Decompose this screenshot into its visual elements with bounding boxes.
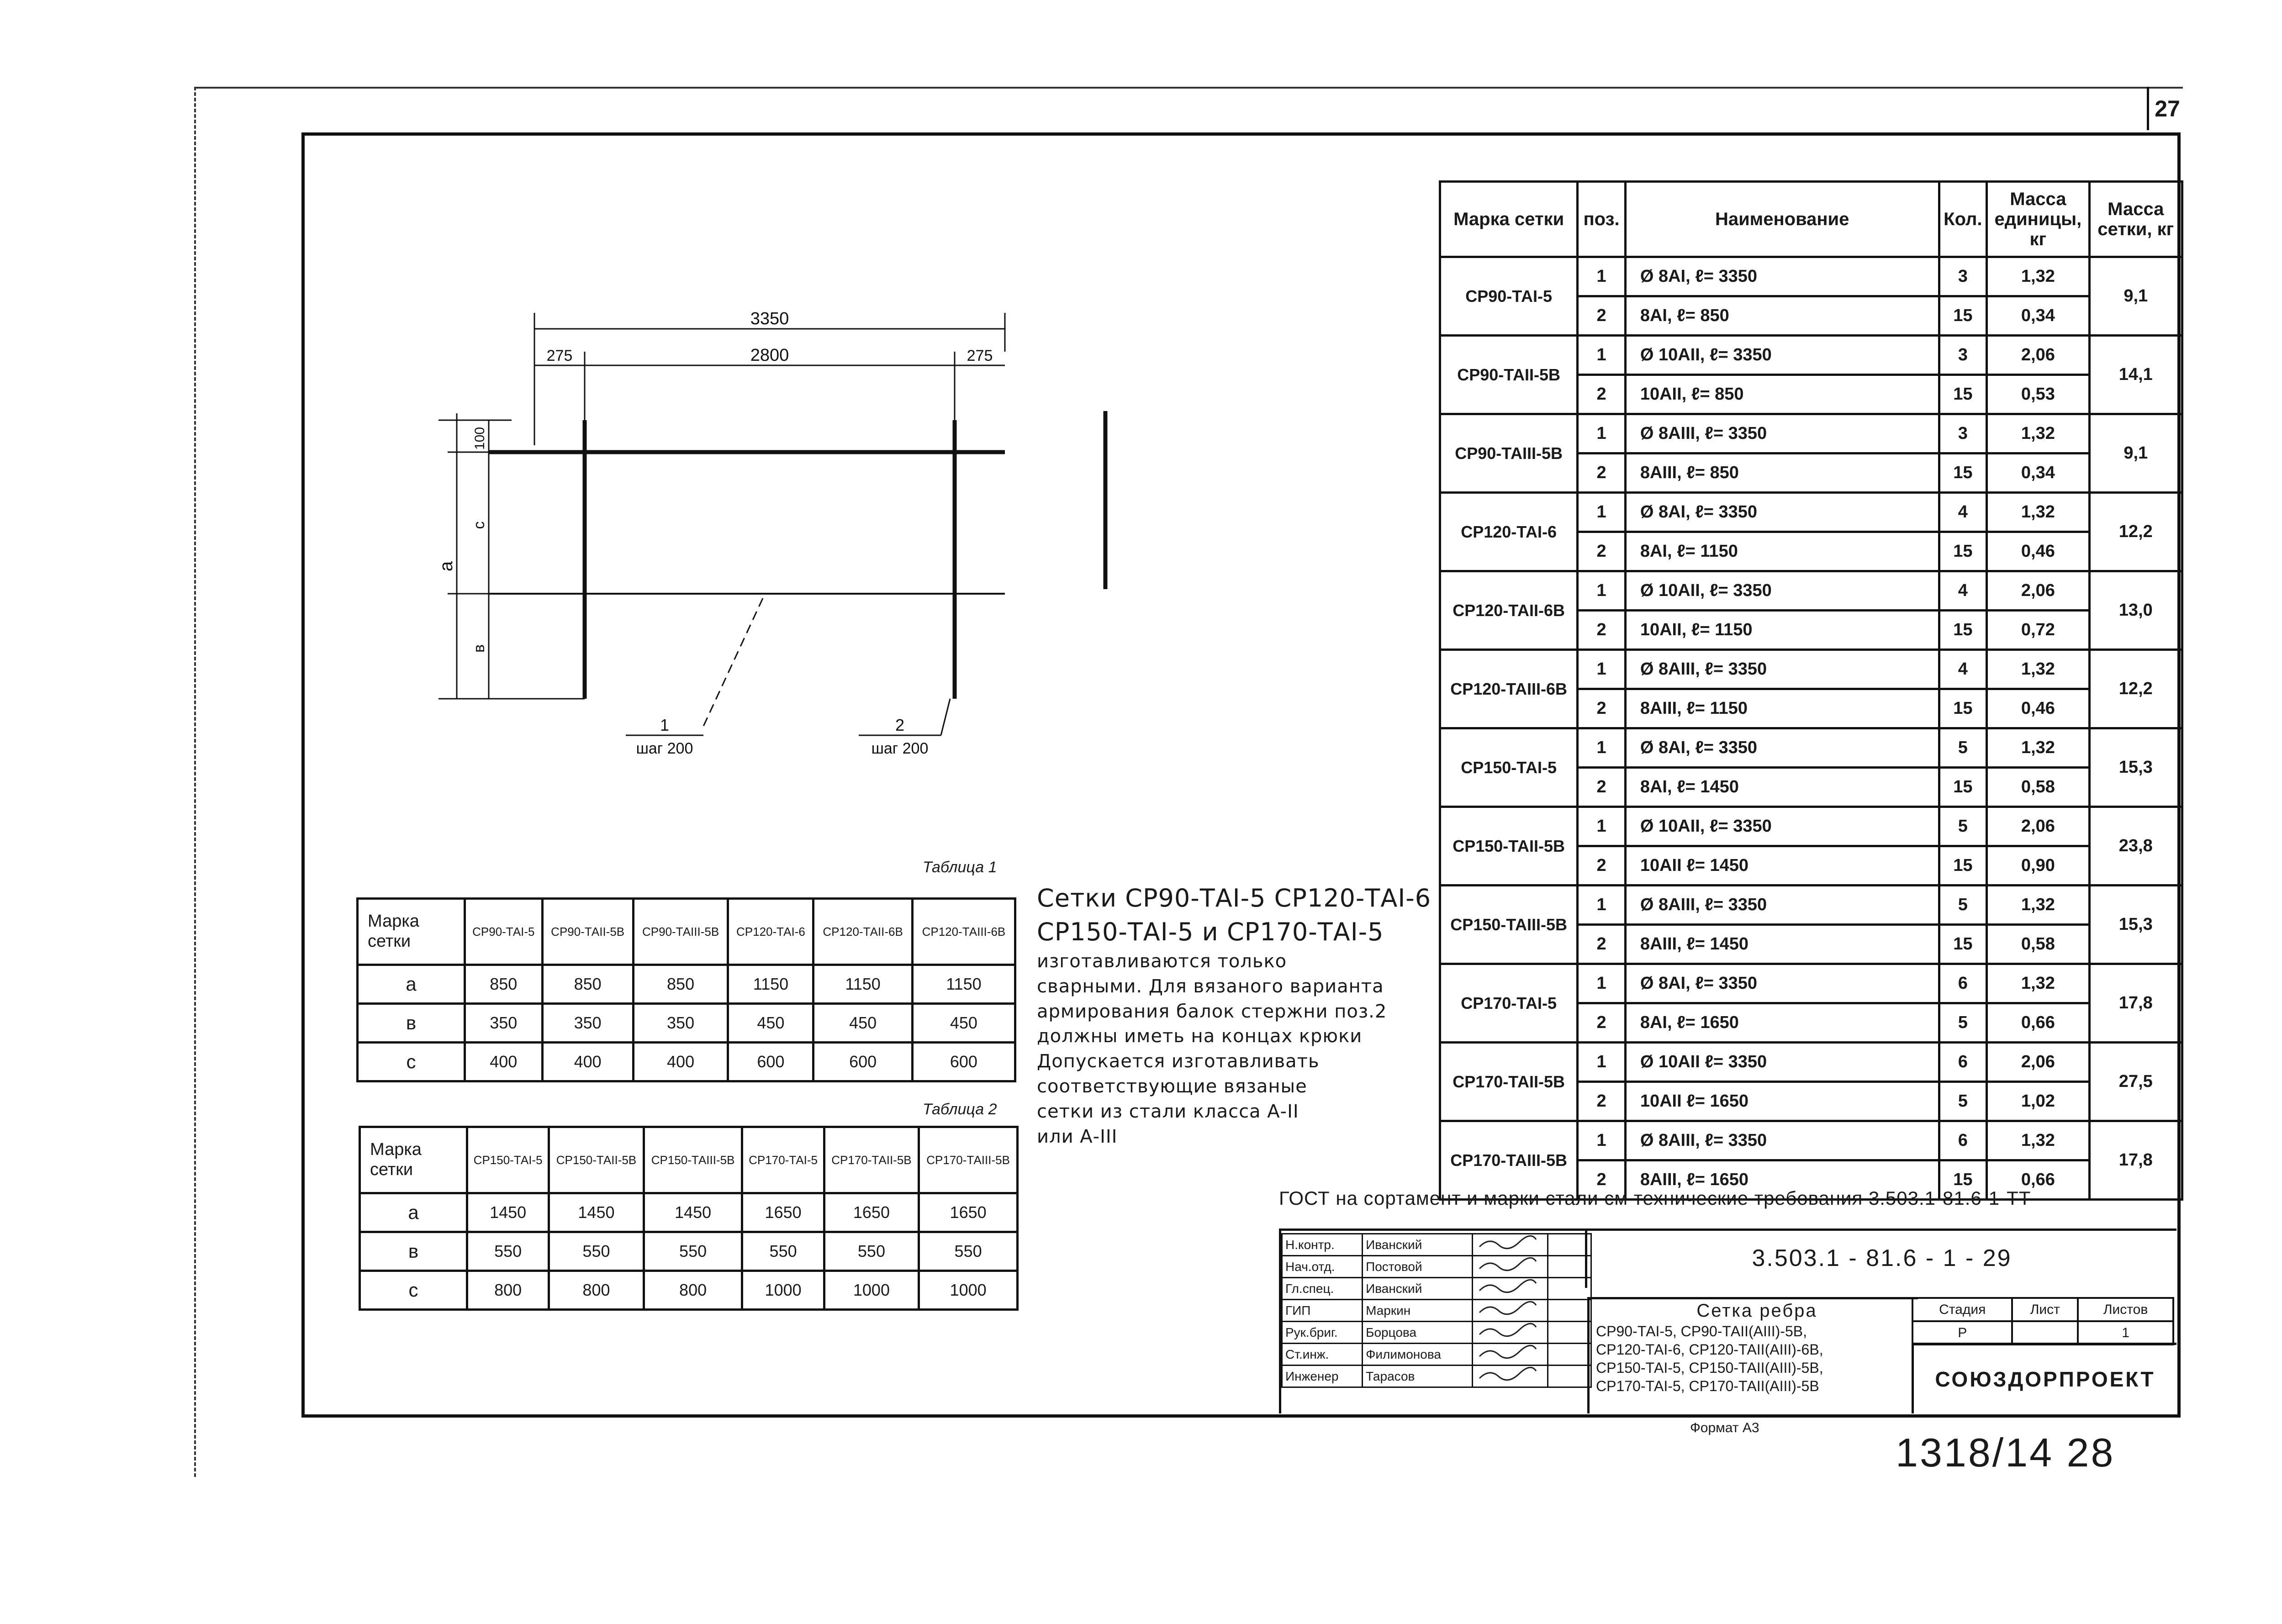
table-row	[360, 1193, 1018, 1232]
table-row	[1440, 571, 2182, 611]
col-name-header: Наименование	[1625, 182, 1939, 257]
unit-mass: 1,32	[1987, 257, 2089, 296]
item-name: Ø 8АIII, ℓ= 3350	[1625, 414, 1939, 453]
document-code: 3.503.1 - 81.6 - 1 - 29	[1585, 1229, 2176, 1288]
item-name: 8АIII, ℓ= 850	[1625, 453, 1939, 493]
signature-role: Ст.инж.	[1282, 1344, 1363, 1366]
row-label: а	[358, 965, 465, 1004]
note-line: или А-III	[1037, 1126, 1118, 1147]
unit-mass: 2,06	[1987, 1043, 2089, 1082]
signature-mark	[1473, 1344, 1548, 1366]
cell-value: 1650	[824, 1193, 919, 1232]
note-line: Допускается изготавливать	[1037, 1051, 1320, 1072]
column-header: СР170-ТАIII-5В	[919, 1127, 1018, 1193]
mesh-total-mass: 27,5	[2089, 1043, 2182, 1121]
position: 1	[1578, 886, 1626, 925]
item-name: 10АII, ℓ= 850	[1625, 375, 1939, 414]
cell-value: 850	[542, 965, 633, 1004]
sheet-header: Лист	[2012, 1298, 2078, 1321]
unit-mass: 1,32	[1987, 1121, 2089, 1160]
quantity: 6	[1939, 1043, 1987, 1082]
cell-value: 450	[912, 1004, 1015, 1043]
callout-2-number: 2	[895, 716, 905, 734]
signature-date	[1548, 1344, 1591, 1366]
table-row	[1440, 493, 2182, 532]
item-name: 10АII ℓ= 1450	[1625, 846, 1939, 886]
quantity: 3	[1939, 257, 1987, 296]
dim-100: 100	[472, 427, 487, 450]
signature-row	[1282, 1256, 1591, 1278]
item-name: 8АIII, ℓ= 1150	[1625, 689, 1939, 728]
cell-value: 400	[633, 1043, 728, 1081]
signature-mark	[1473, 1366, 1548, 1387]
cell-value: 1450	[549, 1193, 644, 1232]
quantity: 15	[1939, 532, 1987, 571]
note-line-1: Сетки СР90-ТАI-5 СР120-ТАI-6	[1037, 884, 1432, 912]
signature-date	[1548, 1322, 1591, 1344]
table-row	[1440, 1121, 2182, 1160]
position: 2	[1578, 532, 1626, 571]
table1-caption: Таблица 1	[923, 859, 997, 876]
sheets-header: Листов	[2078, 1298, 2173, 1321]
quantity: 5	[1939, 728, 1987, 768]
mesh-mark: СР150-ТАI-5	[1440, 728, 1578, 807]
cell-value: 800	[467, 1271, 549, 1310]
item-name: 8АI, ℓ= 850	[1625, 296, 1939, 336]
unit-mass: 2,06	[1987, 571, 2089, 611]
position: 1	[1578, 650, 1626, 689]
col-pos-header: поз.	[1578, 182, 1626, 257]
item-name: 8АI, ℓ= 1650	[1625, 1003, 1939, 1043]
table-row	[1440, 807, 2182, 846]
cell-value: 1650	[919, 1193, 1018, 1232]
dim-c: с	[470, 521, 488, 529]
signature-row	[1282, 1344, 1591, 1366]
title-line: СР150-ТАI-5, СР150-ТАII(АIII)-5В,	[1596, 1360, 1823, 1376]
signature-name: Иванский	[1363, 1278, 1473, 1300]
archive-stamp: 1318/14 28	[1896, 1430, 2115, 1475]
cell-value: 1450	[644, 1193, 742, 1232]
position: 1	[1578, 414, 1626, 453]
unit-mass: 0,46	[1987, 689, 2089, 728]
position: 2	[1578, 296, 1626, 336]
format-label: Формат А3	[1690, 1420, 1759, 1435]
dim-a: а	[436, 561, 456, 572]
mesh-drawing	[429, 297, 1215, 790]
signature-date	[1548, 1234, 1591, 1256]
sheet-value	[2012, 1321, 2078, 1345]
cell-value: 350	[542, 1004, 633, 1043]
quantity: 15	[1939, 296, 1987, 336]
column-header: СР150-ТАI-5	[467, 1127, 549, 1193]
cell-value: 600	[728, 1043, 813, 1081]
cell-value: 1150	[728, 965, 813, 1004]
cell-value: 800	[644, 1271, 742, 1310]
title-head: Сетка ребра	[1696, 1301, 1817, 1321]
cell-value: 550	[824, 1232, 919, 1271]
column-header: СР90-ТАIII-5В	[633, 899, 728, 965]
item-name: Ø 10АII, ℓ= 3350	[1625, 336, 1939, 375]
corner-header: Марка сетки	[358, 899, 465, 965]
signature-table	[1281, 1233, 1592, 1388]
table-row	[1440, 1043, 2182, 1082]
cell-value: 450	[813, 1004, 912, 1043]
item-name: Ø 10АII ℓ= 3350	[1625, 1043, 1939, 1082]
dim-b: в	[470, 644, 488, 653]
signature-mark	[1473, 1234, 1548, 1256]
item-name: 8АI, ℓ= 1450	[1625, 768, 1939, 807]
mesh-total-mass: 13,0	[2089, 571, 2182, 650]
unit-mass: 0,66	[1987, 1003, 2089, 1043]
note-line: сварными. Для вязаного варианта	[1037, 975, 1384, 997]
mesh-mark: СР120-ТАII-6В	[1440, 571, 1578, 650]
cell-value: 550	[644, 1232, 742, 1271]
item-name: Ø 8АI, ℓ= 3350	[1625, 728, 1939, 768]
position: 1	[1578, 257, 1626, 296]
column-header: СР90-ТАII-5В	[542, 899, 633, 965]
signature-mark	[1473, 1322, 1548, 1344]
signature-name: Борцова	[1363, 1322, 1473, 1344]
unit-mass: 0,66	[1987, 1160, 2089, 1200]
signature-date	[1548, 1278, 1591, 1300]
unit-mass: 1,32	[1987, 493, 2089, 532]
unit-mass: 0,58	[1987, 768, 2089, 807]
unit-mass: 0,90	[1987, 846, 2089, 886]
signature-role: Гл.спец.	[1282, 1278, 1363, 1300]
table-row	[360, 1271, 1018, 1310]
mesh-mark: СР170-ТАI-5	[1440, 964, 1578, 1043]
mesh-mark: СР90-ТАIII-5В	[1440, 414, 1578, 493]
unit-mass: 2,06	[1987, 807, 2089, 846]
cell-value: 1650	[742, 1193, 824, 1232]
cell-value: 850	[465, 965, 543, 1004]
unit-mass: 0,58	[1987, 925, 2089, 964]
position: 2	[1578, 689, 1626, 728]
table-row	[358, 1004, 1015, 1043]
signature-date	[1548, 1300, 1591, 1322]
position: 1	[1578, 807, 1626, 846]
item-name: 8АIII, ℓ= 1450	[1625, 925, 1939, 964]
quantity: 15	[1939, 1160, 1987, 1200]
cell-value: 350	[465, 1004, 543, 1043]
callout-1-number: 1	[660, 716, 670, 734]
table-row	[358, 965, 1015, 1004]
dim-mid: 2800	[750, 346, 789, 365]
signature-name: Тарасов	[1363, 1366, 1473, 1387]
table-row	[358, 1043, 1015, 1081]
cell-value: 550	[919, 1232, 1018, 1271]
column-header: СР150-ТАIII-5В	[644, 1127, 742, 1193]
signature-mark	[1473, 1256, 1548, 1278]
table-row	[1440, 964, 2182, 1003]
mesh-total-mass: 15,3	[2089, 886, 2182, 964]
mesh-mark: СР120-ТАI-6	[1440, 493, 1578, 571]
mesh-total-mass: 23,8	[2089, 807, 2182, 886]
signature-row	[1282, 1234, 1591, 1256]
column-header: СР150-ТАII-5В	[549, 1127, 644, 1193]
table-row	[1440, 414, 2182, 453]
column-header: СР170-ТАII-5В	[824, 1127, 919, 1193]
row-label: в	[358, 1004, 465, 1043]
note-line-2: СР150-ТАI-5 и СР170-ТАI-5	[1037, 917, 1384, 946]
unit-mass: 1,32	[1987, 728, 2089, 768]
cell-value: 1000	[742, 1271, 824, 1310]
signature-date	[1548, 1256, 1591, 1278]
item-name: Ø 8АIII, ℓ= 3350	[1625, 650, 1939, 689]
position: 1	[1578, 493, 1626, 532]
item-name: Ø 8АIII, ℓ= 3350	[1625, 1121, 1939, 1160]
cell-value: 1450	[467, 1193, 549, 1232]
stage-table	[1912, 1297, 2174, 1345]
quantity: 15	[1939, 768, 1987, 807]
quantity: 15	[1939, 375, 1987, 414]
cell-value: 1000	[919, 1271, 1018, 1310]
unit-mass: 1,32	[1987, 414, 2089, 453]
quantity: 15	[1939, 925, 1987, 964]
cell-value: 350	[633, 1004, 728, 1043]
title-line: СР170-ТАI-5, СР170-ТАII(АIII)-5В	[1596, 1378, 1819, 1394]
dim-left: 275	[546, 347, 573, 364]
title-line: СР90-ТАI-5, СР90-ТАII(АIII)-5В,	[1596, 1323, 1807, 1339]
note-line: изготавливаются только	[1037, 950, 1287, 972]
signature-date	[1548, 1366, 1591, 1387]
quantity: 4	[1939, 650, 1987, 689]
drawing-title	[1587, 1297, 1918, 1413]
unit-mass: 0,72	[1987, 611, 2089, 650]
cell-value: 1150	[813, 965, 912, 1004]
note-line: сетки из стали класса А-II	[1037, 1101, 1299, 1122]
position: 2	[1578, 925, 1626, 964]
cell-value: 800	[549, 1271, 644, 1310]
mesh-mark: СР150-ТАII-5В	[1440, 807, 1578, 886]
col-mark-header: Марка сетки	[1440, 182, 1578, 257]
note	[1037, 881, 1439, 1149]
unit-mass: 0,34	[1987, 453, 2089, 493]
sheets-value: 1	[2078, 1321, 2173, 1345]
signature-name: Иванский	[1363, 1234, 1473, 1256]
organization: СОЮЗДОРПРОЕКТ	[1912, 1343, 2176, 1413]
cell-value: 550	[467, 1232, 549, 1271]
item-name: Ø 10АII, ℓ= 3350	[1625, 571, 1939, 611]
gost-note: ГОСТ на сортамент и марки стали см технические требования 3.503.1-81.6-1-ТТ	[1279, 1187, 2031, 1209]
quantity: 6	[1939, 964, 1987, 1003]
mesh-mark: СР170-ТАII-5В	[1440, 1043, 1578, 1121]
cell-value: 600	[912, 1043, 1015, 1081]
position: 2	[1578, 1160, 1626, 1200]
item-name: Ø 8АI, ℓ= 3350	[1625, 493, 1939, 532]
mesh-mark: СР170-ТАIII-5В	[1440, 1121, 1578, 1200]
quantity: 4	[1939, 571, 1987, 611]
cell-value: 1150	[912, 965, 1015, 1004]
quantity: 15	[1939, 453, 1987, 493]
column-header: СР120-ТАIII-6В	[912, 899, 1015, 965]
mesh-total-mass: 12,2	[2089, 650, 2182, 728]
quantity: 4	[1939, 493, 1987, 532]
mesh-total-mass: 12,2	[2089, 493, 2182, 571]
unit-mass: 0,53	[1987, 375, 2089, 414]
position: 1	[1578, 728, 1626, 768]
item-name: 8АI, ℓ= 1150	[1625, 532, 1939, 571]
table-row	[360, 1232, 1018, 1271]
column-header: СР90-ТАI-5	[465, 899, 543, 965]
row-label: с	[358, 1043, 465, 1081]
column-header: СР170-ТАI-5	[742, 1127, 824, 1193]
table-row	[1440, 650, 2182, 689]
table-1	[356, 897, 1016, 1082]
position: 2	[1578, 1082, 1626, 1121]
table-row	[1440, 257, 2182, 296]
dim-total: 3350	[750, 309, 789, 328]
position: 1	[1578, 964, 1626, 1003]
stage-value: Р	[1912, 1321, 2012, 1345]
signature-mark	[1473, 1278, 1548, 1300]
unit-mass: 1,32	[1987, 886, 2089, 925]
dim-right: 275	[967, 347, 993, 364]
callout-2-step: шаг 200	[871, 740, 929, 757]
quantity: 5	[1939, 886, 1987, 925]
unit-mass: 2,06	[1987, 336, 2089, 375]
row-label: в	[360, 1232, 467, 1271]
quantity: 15	[1939, 846, 1987, 886]
mesh-mark: СР90-ТАII-5В	[1440, 336, 1578, 414]
position: 1	[1578, 1043, 1626, 1082]
mesh-mark: СР120-ТАIII-6В	[1440, 650, 1578, 728]
item-name: Ø 8АI, ℓ= 3350	[1625, 964, 1939, 1003]
signature-role: ГИП	[1282, 1300, 1363, 1322]
signature-role: Н.контр.	[1282, 1234, 1363, 1256]
mesh-total-mass: 9,1	[2089, 257, 2182, 336]
col-unit-mass-header: Масса единицы, кг	[1987, 182, 2089, 257]
unit-mass: 1,02	[1987, 1082, 2089, 1121]
signature-role: Нач.отд.	[1282, 1256, 1363, 1278]
cell-value: 600	[813, 1043, 912, 1081]
position: 2	[1578, 846, 1626, 886]
unit-mass: 0,34	[1987, 296, 2089, 336]
unit-mass: 0,46	[1987, 532, 2089, 571]
quantity: 5	[1939, 807, 1987, 846]
column-header: СР120-ТАI-6	[728, 899, 813, 965]
cell-value: 450	[728, 1004, 813, 1043]
quantity: 3	[1939, 336, 1987, 375]
table-row	[1440, 886, 2182, 925]
item-name: Ø 10АII, ℓ= 3350	[1625, 807, 1939, 846]
cell-value: 550	[742, 1232, 824, 1271]
item-name: 10АII, ℓ= 1150	[1625, 611, 1939, 650]
signature-row	[1282, 1278, 1591, 1300]
position: 1	[1578, 336, 1626, 375]
mesh-total-mass: 17,8	[2089, 964, 2182, 1043]
title-line: СР120-ТАI-6, СР120-ТАII(АIII)-6В,	[1596, 1341, 1823, 1358]
mesh-total-mass: 17,8	[2089, 1121, 2182, 1200]
sheet-number: 27	[2147, 87, 2186, 130]
mesh-total-mass: 9,1	[2089, 414, 2182, 493]
unit-mass: 1,32	[1987, 964, 2089, 1003]
mesh-mark: СР150-ТАIII-5В	[1440, 886, 1578, 964]
stage-header: Стадия	[1912, 1298, 2012, 1321]
row-label: а	[360, 1193, 467, 1232]
col-total-mass-header: Масса сетки, кг	[2089, 182, 2182, 257]
quantity: 15	[1939, 689, 1987, 728]
table-2	[359, 1126, 1019, 1311]
specification-table	[1439, 180, 2183, 1201]
quantity: 6	[1939, 1121, 1987, 1160]
quantity: 3	[1939, 414, 1987, 453]
signature-row	[1282, 1322, 1591, 1344]
item-name: 8АIII, ℓ= 1650	[1625, 1160, 1939, 1200]
mesh-mark: СР90-ТАI-5	[1440, 257, 1578, 336]
quantity: 5	[1939, 1003, 1987, 1043]
mesh-total-mass: 14,1	[2089, 336, 2182, 414]
col-qty-header: Кол.	[1939, 182, 1987, 257]
table-row	[1440, 728, 2182, 768]
signature-row	[1282, 1366, 1591, 1387]
callout-1-step: шаг 200	[636, 740, 693, 757]
signature-row	[1282, 1300, 1591, 1322]
cell-value: 400	[465, 1043, 543, 1081]
position: 2	[1578, 375, 1626, 414]
cell-value: 550	[549, 1232, 644, 1271]
position: 1	[1578, 571, 1626, 611]
quantity: 15	[1939, 611, 1987, 650]
item-name: Ø 8АIII, ℓ= 3350	[1625, 886, 1939, 925]
signature-mark	[1473, 1300, 1548, 1322]
position: 2	[1578, 611, 1626, 650]
quantity: 5	[1939, 1082, 1987, 1121]
note-line: должны иметь на концах крюки	[1037, 1026, 1363, 1047]
position: 2	[1578, 453, 1626, 493]
note-line: соответствующие вязаные	[1037, 1076, 1307, 1097]
row-label: с	[360, 1271, 467, 1310]
position: 1	[1578, 1121, 1626, 1160]
cell-value: 850	[633, 965, 728, 1004]
cell-value: 400	[542, 1043, 633, 1081]
mesh-total-mass: 15,3	[2089, 728, 2182, 807]
item-name: Ø 8АI, ℓ= 3350	[1625, 257, 1939, 296]
signature-name: Маркин	[1363, 1300, 1473, 1322]
cell-value: 1000	[824, 1271, 919, 1310]
unit-mass: 1,32	[1987, 650, 2089, 689]
column-header: СР120-ТАII-6В	[813, 899, 912, 965]
signature-role: Инженер	[1282, 1366, 1363, 1387]
table-row	[1440, 336, 2182, 375]
table2-caption: Таблица 2	[923, 1101, 997, 1118]
corner-header: Марка сетки	[360, 1127, 467, 1193]
item-name: 10АII ℓ= 1650	[1625, 1082, 1939, 1121]
signature-role: Рук.бриг.	[1282, 1322, 1363, 1344]
signature-name: Филимонова	[1363, 1344, 1473, 1366]
position: 2	[1578, 768, 1626, 807]
position: 2	[1578, 1003, 1626, 1043]
signature-name: Постовой	[1363, 1256, 1473, 1278]
note-line: армирования балок стержни поз.2	[1037, 1001, 1387, 1022]
